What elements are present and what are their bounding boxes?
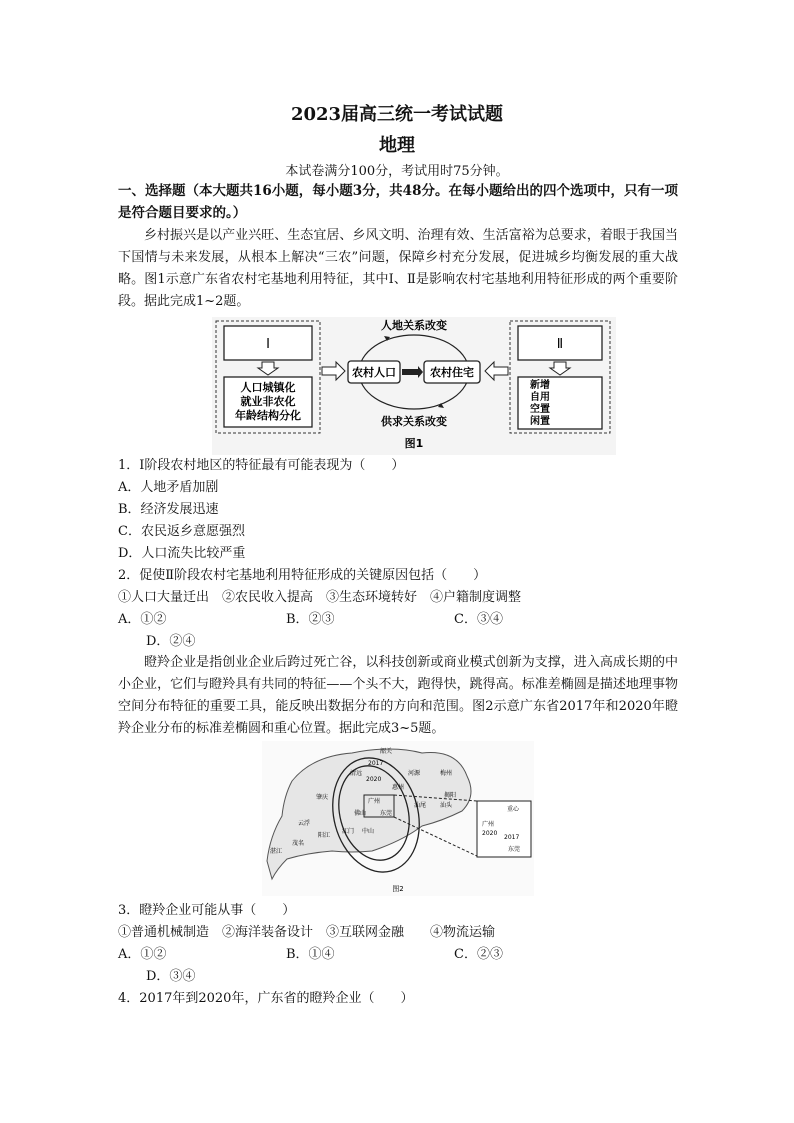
city-jiangmen: 江门 xyxy=(342,828,355,835)
rural-population-label: 农村人口 xyxy=(352,366,396,379)
city-qingyuan: 清远 xyxy=(350,770,363,777)
stage-2-line-2: 自用 xyxy=(530,392,550,403)
city-yangjiang: 阳江 xyxy=(318,832,331,839)
question-2-option-d: D．②④ xyxy=(146,634,196,649)
inset-centroid-label: 重心 xyxy=(507,806,520,813)
city-heyuan: 河源 xyxy=(408,770,421,777)
stage-2-line-1: 新增 xyxy=(530,380,550,391)
question-1-option-c: C．农民返乡意愿强烈 xyxy=(118,524,245,539)
city-yunfu: 云浮 xyxy=(298,820,311,827)
city-shantou: 汕头 xyxy=(440,802,453,809)
question-2-option-c: C．③④ xyxy=(454,612,503,627)
passage-1: 乡村振兴是以产业兴旺、生态宜居、乡风文明、治理有效、生活富裕为总要求，着眼于我国当下国情与未来发展，从根本上解决“三农”问题，保障乡村充分发展，促进城乡均衡发展的重大战略。图1示意广东省农村宅基地利用特征，其中Ⅰ、Ⅱ是影响农村宅基地利用特征形成的两个重要阶段。据此完成1~2题。 xyxy=(118,228,678,309)
inset-box xyxy=(477,801,531,857)
year-2020-label: 2020 xyxy=(366,776,382,783)
section-heading: 一、选择题（本大题共16小题，每小题3分，共48分。在每小题给出的四个选项中，只有一项是符合题目要求的。） xyxy=(118,183,678,221)
city-shaoguan: 韶关 xyxy=(380,748,393,755)
figure-1-diagram xyxy=(212,317,616,455)
city-huizhou: 惠州 xyxy=(392,784,405,791)
city-meizhou: 梅州 xyxy=(440,770,453,777)
question-1-option-b: B．经济发展迅速 xyxy=(118,502,219,517)
city-guangzhou: 广州 xyxy=(368,798,381,805)
top-cycle-label: 人地关系改变 xyxy=(381,319,447,332)
stage-1-label: Ⅰ xyxy=(266,337,270,352)
inset-guangzhou-label: 广州 xyxy=(482,821,495,828)
city-maoming: 茂名 xyxy=(292,840,305,847)
city-zhongshan: 中山 xyxy=(362,828,375,835)
question-1-option-d: D．人口流失比较严重 xyxy=(118,546,246,561)
question-3-items: ①普通机械制造 ②海洋装备设计 ③互联网金融 ④物流运输 xyxy=(118,925,496,940)
question-2-stem: 2．促使Ⅱ阶段农村宅基地利用特征形成的关键原因包括（ ） xyxy=(118,568,487,583)
question-4-stem: 4．2017年到2020年，广东省的瞪羚企业（ ） xyxy=(118,991,414,1006)
question-3-option-c: C．②③ xyxy=(454,947,503,962)
stage-1-line-1: 人口城镇化 xyxy=(240,381,296,394)
stage-2-label: Ⅱ xyxy=(556,337,564,352)
stage-2-line-3: 空置 xyxy=(530,404,550,415)
question-3-stem: 3．瞪羚企业可能从事（ ） xyxy=(118,903,296,918)
figure-2-map xyxy=(262,741,534,896)
city-foshan: 佛山 xyxy=(354,810,367,817)
passage-2: 瞪羚企业是指创业企业后跨过死亡谷，以科技创新或商业模式创新为支撑，进入高成长期的中小企业，它们与瞪羚具有共同的特征——个头不大，跑得快，跳得高。标准差椭圆是描述地理事物空间分布特征的重要工具，能反映出数据分布的方向和范围。图2示意广东省2017年和2020年瞪羚企业分布的标准差椭圆和重心位置。据此完成3~5题。 xyxy=(118,655,678,736)
city-dongguan: 东莞 xyxy=(380,810,393,817)
exam-title: 2023届高三统一考试试题 xyxy=(290,104,504,125)
question-2-items: ①人口大量迁出 ②农民收入提高 ③生态环境转好 ④户籍制度调整 xyxy=(118,590,522,605)
question-3-option-d: D．③④ xyxy=(146,969,196,984)
question-1-stem: 1．Ⅰ阶段农村地区的特征最有可能表现为（ ） xyxy=(118,458,405,473)
question-1-option-a: A．人地矛盾加剧 xyxy=(118,480,219,495)
city-shanwei: 汕尾 xyxy=(414,802,427,809)
stage-1-line-2: 就业非农化 xyxy=(240,395,296,408)
stage-1-line-3: 年龄结构分化 xyxy=(235,409,301,422)
inset-dongguan-label: 东莞 xyxy=(508,846,521,853)
subject-title: 地理 xyxy=(379,135,415,156)
figure-2-caption: 图2 xyxy=(392,885,404,893)
stage-2-line-4: 闲置 xyxy=(530,416,550,427)
question-3-option-b: B．①④ xyxy=(286,947,335,962)
question-2-option-b: B．②③ xyxy=(286,612,335,627)
question-2-option-a: A．①② xyxy=(118,612,167,627)
year-2017-label: 2017 xyxy=(368,760,384,767)
city-zhanjiang: 湛江 xyxy=(270,848,283,855)
city-zhaoqing: 肇庆 xyxy=(316,794,329,801)
inset-2020-label: 2020 xyxy=(482,830,498,837)
bottom-cycle-label: 供求关系改变 xyxy=(381,415,447,428)
figure-1-caption: 图1 xyxy=(404,437,424,450)
exam-info: 本试卷满分100分，考试用时75分钟。 xyxy=(285,164,509,179)
question-3-option-a: A．①② xyxy=(118,947,167,962)
inset-2017-label: 2017 xyxy=(504,834,520,841)
rural-housing-label: 农村住宅 xyxy=(430,366,474,379)
city-jieyang: 揭阳 xyxy=(444,792,457,799)
